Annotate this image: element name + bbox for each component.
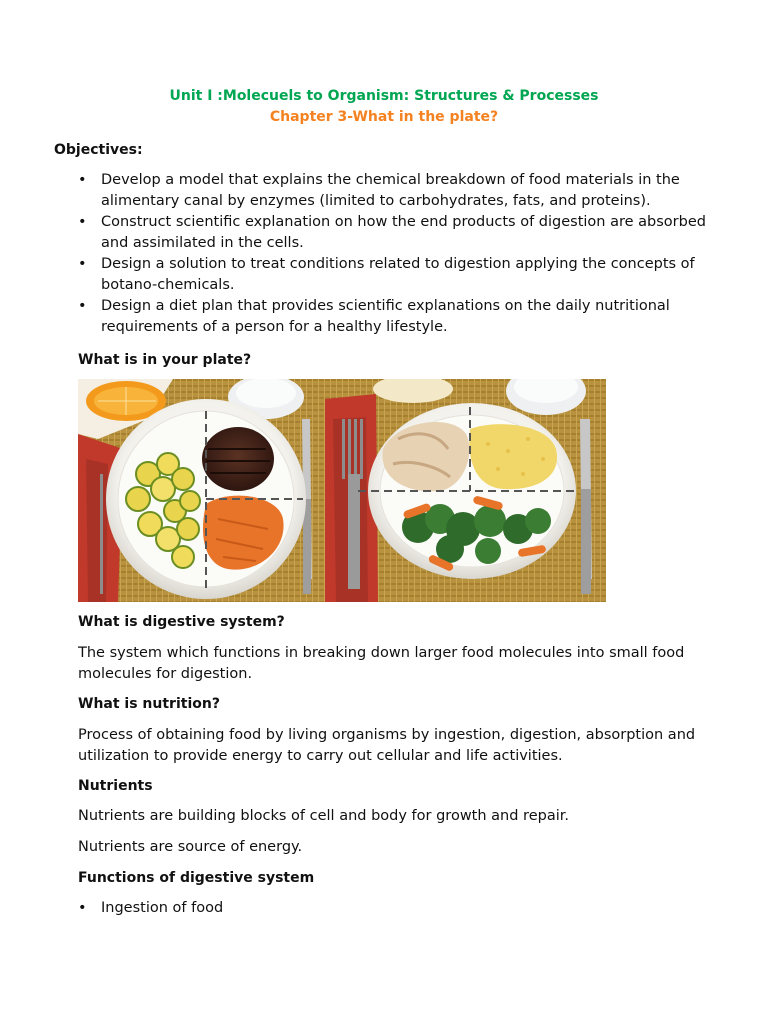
functions-list-item: • Ingestion of food: [78, 898, 223, 919]
objective-item: • Design a solution to treat conditions related to digestion applying the concepts of botano-chemicals.: [78, 254, 718, 296]
objectives-heading: Objectives:: [54, 142, 143, 158]
objective-item: • Develop a model that explains the chemical breakdown of food materials in the alimentary canal by enzymes (limited to carbohydrates, fats, and proteins).: [78, 170, 718, 212]
nutrition-heading: What is nutrition?: [78, 696, 220, 712]
objectives-list: [78, 170, 718, 338]
plate-heading: What is in your plate?: [78, 352, 252, 368]
objective-item: • Construct scientific explanation on how the end products of digestion are absorbed and assimilated in the cells.: [78, 212, 718, 254]
nutrients-line-1: Nutrients are building blocks of cell and body for growth and repair.: [78, 808, 569, 824]
left-plate-photo: [78, 379, 325, 602]
nutrients-heading: Nutrients: [78, 778, 153, 794]
chapter-title: Chapter 3-What in the plate?: [269, 109, 499, 125]
objective-item: • Design a diet plan that provides scientific explanations on the daily nutritional requirements of a person for a healthy lifestyle.: [78, 296, 718, 338]
food-plates-image: [78, 379, 606, 602]
right-plate-photo: [325, 379, 606, 602]
digestive-heading: What is digestive system?: [78, 614, 285, 630]
unit-title: Unit I :Molecuels to Organism: Structures & Processes: [169, 88, 599, 104]
digestive-body: The system which functions in breaking down larger food molecules into small food molecules for digestion.: [78, 645, 685, 682]
functions-heading: Functions of digestive system: [78, 870, 315, 886]
nutrition-body: Process of obtaining food by living organisms by ingestion, digestion, absorption and utilization to provide energy to carry out cellular and life activities.: [78, 727, 696, 764]
nutrients-line-2: Nutrients are source of energy.: [78, 839, 303, 855]
